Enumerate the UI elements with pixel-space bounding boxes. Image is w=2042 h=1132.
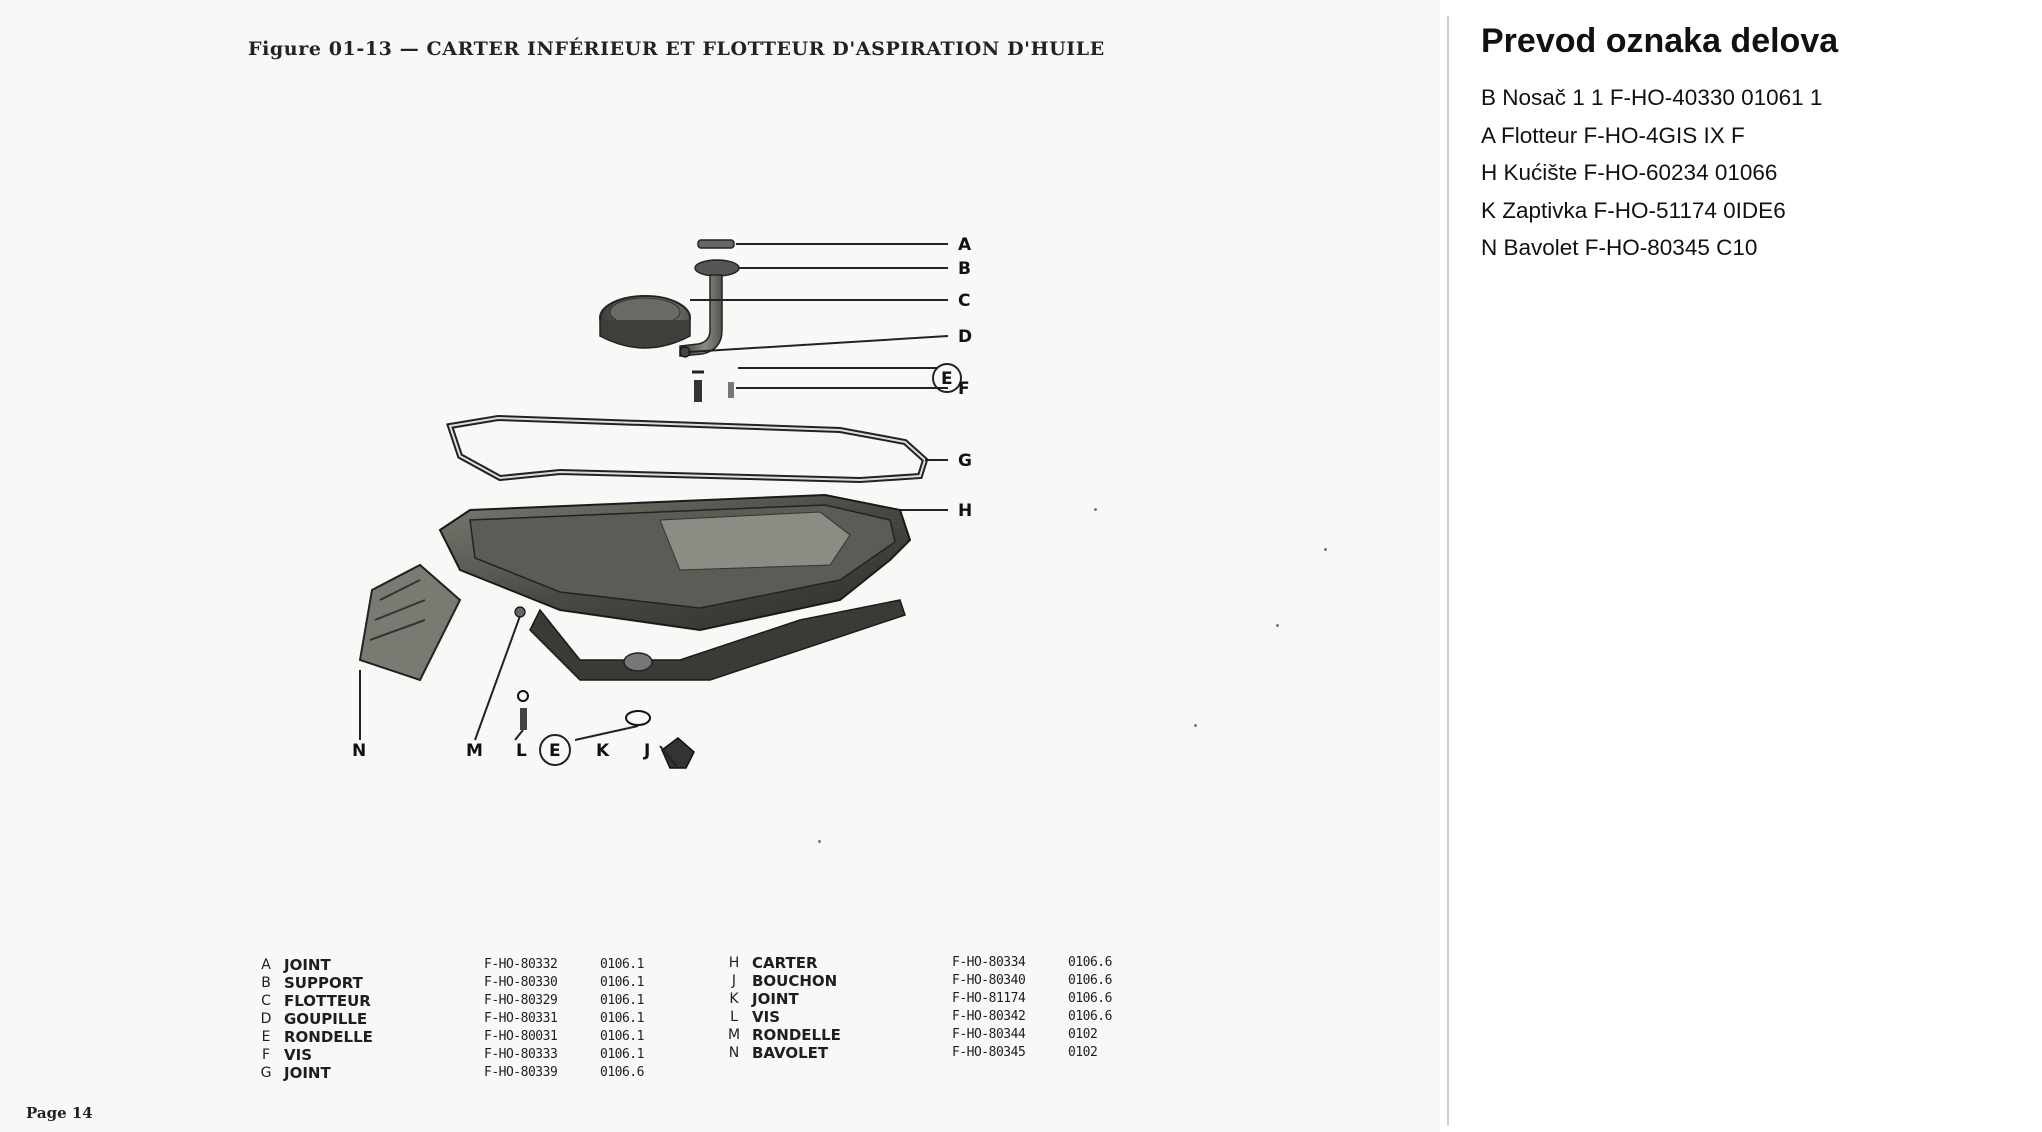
legend-letter: B <box>261 975 271 991</box>
legend-letter: E <box>261 1029 271 1045</box>
translation-item: H Kućište F-HO-60234 01066 <box>1481 160 1778 185</box>
legend-ref: F-HO-80340 <box>952 973 1026 988</box>
callout-d: D <box>958 327 973 347</box>
legend-code: 0106.1 <box>600 1029 644 1044</box>
part-c-flotteur <box>600 296 690 348</box>
legend-code: 0106.1 <box>600 1047 644 1062</box>
parts-legend-right <box>716 954 1128 1062</box>
legend-ref: F-HO-81174 <box>952 991 1026 1006</box>
legend-name: BOUCHON <box>752 972 838 990</box>
panel-title: Prevod oznaka delova <box>1481 22 1839 60</box>
legend-letter: D <box>260 1011 272 1027</box>
legend-name: CARTER <box>752 954 818 972</box>
legend-row <box>248 1046 660 1064</box>
parts-legend-left <box>248 956 660 1082</box>
part-n-bavolet <box>360 565 460 680</box>
scan-speck <box>1276 624 1279 627</box>
legend-code: 0106.6 <box>600 1065 644 1080</box>
callout-l: L <box>516 741 527 761</box>
legend-letter: G <box>260 1065 272 1081</box>
legend-name: JOINT <box>284 1064 331 1082</box>
legend-row <box>716 1026 1128 1044</box>
legend-code: 0106.1 <box>600 993 644 1008</box>
legend-name: RONDELLE <box>752 1026 841 1044</box>
legend-row <box>716 954 1128 972</box>
callout-n: N <box>352 741 367 761</box>
legend-code: 0106.6 <box>1068 955 1112 970</box>
legend-row <box>248 1010 660 1028</box>
legend-code: 0106.1 <box>600 1011 644 1026</box>
legend-code: 0106.6 <box>1068 1009 1112 1024</box>
exploded-parts-diagram <box>352 220 1040 820</box>
legend-name: SUPPORT <box>284 974 363 992</box>
legend-code: 0106.6 <box>1068 973 1112 988</box>
legend-ref: F-HO-80332 <box>484 957 558 972</box>
legend-row <box>716 1044 1128 1062</box>
translation-item: B Nosač 1 1 F-HO-40330 01061 1 <box>1481 85 1823 110</box>
legend-code: 0102 <box>1068 1027 1098 1042</box>
legend-letter: A <box>261 957 271 973</box>
legend-name: RONDELLE <box>284 1028 373 1046</box>
legend-ref: F-HO-80344 <box>952 1027 1026 1042</box>
legend-ref: F-HO-80334 <box>952 955 1026 970</box>
callout-f: F <box>958 379 970 399</box>
legend-ref: F-HO-80333 <box>484 1047 558 1062</box>
legend-code: 0106.1 <box>600 975 644 990</box>
callout-e-top: E <box>941 369 953 389</box>
legend-letter: F <box>261 1047 271 1063</box>
legend-name: GOUPILLE <box>284 1010 368 1028</box>
legend-name: VIS <box>752 1008 780 1026</box>
legend-ref: F-HO-80345 <box>952 1045 1026 1060</box>
translation-item: A Flotteur F-HO-4GIS IX F <box>1481 122 1745 148</box>
callout-h: H <box>958 501 973 521</box>
legend-ref: F-HO-80031 <box>484 1029 558 1044</box>
legend-letter: L <box>730 1009 738 1025</box>
panel-divider <box>1447 16 1449 1126</box>
scan-speck <box>1094 508 1097 511</box>
legend-row <box>716 972 1128 990</box>
legend-row <box>248 974 660 992</box>
legend-letter: M <box>727 1027 741 1043</box>
callout-j: J <box>644 741 651 761</box>
legend-ref: F-HO-80339 <box>484 1065 558 1080</box>
legend-ref: F-HO-80331 <box>484 1011 558 1026</box>
legend-name: JOINT <box>284 956 331 974</box>
legend-code: 0102 <box>1068 1045 1098 1060</box>
legend-row <box>716 990 1128 1008</box>
legend-letter: K <box>729 991 739 1007</box>
legend-row <box>248 1064 660 1082</box>
scan-speck <box>1324 548 1327 551</box>
callout-g: G <box>958 451 972 471</box>
legend-row <box>248 956 660 974</box>
callout-m: M <box>466 741 483 761</box>
legend-name: VIS <box>284 1046 312 1064</box>
callout-e-bottom: E <box>549 741 561 761</box>
scan-speck <box>1194 724 1197 727</box>
legend-code: 0106.1 <box>600 957 644 972</box>
legend-row <box>248 992 660 1010</box>
scan-speck <box>818 840 821 843</box>
legend-name: JOINT <box>752 990 799 1008</box>
part-h-carter-oil-pan <box>440 495 910 680</box>
legend-code: 0106.6 <box>1068 991 1112 1006</box>
translation-item: K Zaptivka F-HO-51174 0IDE6 <box>1481 197 1786 223</box>
part-e-f-screw-washer <box>692 372 734 402</box>
callout-a: A <box>958 235 972 255</box>
legend-name: FLOTTEUR <box>284 992 371 1010</box>
legend-name: BAVOLET <box>752 1044 829 1062</box>
callout-c: C <box>958 291 971 311</box>
legend-letter: C <box>261 993 271 1009</box>
legend-letter: J <box>731 973 737 989</box>
page-number: Page 14 <box>26 1104 93 1122</box>
part-g-joint-gasket <box>450 418 925 480</box>
callout-k: K <box>596 741 610 761</box>
part-a-joint <box>698 240 734 248</box>
legend-ref: F-HO-80330 <box>484 975 558 990</box>
legend-letter: N <box>728 1045 740 1061</box>
figure-title: Figure 01-13 — CARTER INFÉRIEUR ET FLOTTEUR D'ASPIRATION D'HUILE <box>248 38 1105 60</box>
legend-ref: F-HO-80342 <box>952 1009 1026 1024</box>
legend-ref: F-HO-80329 <box>484 993 558 1008</box>
legend-row <box>716 1008 1128 1026</box>
callout-b: B <box>958 259 971 279</box>
translation-panel <box>1481 22 2021 267</box>
legend-row <box>248 1028 660 1046</box>
legend-letter: H <box>728 955 740 971</box>
part-b-support <box>680 260 739 356</box>
translation-item: N Bavolet F-HO-80345 C10 <box>1481 235 1758 260</box>
